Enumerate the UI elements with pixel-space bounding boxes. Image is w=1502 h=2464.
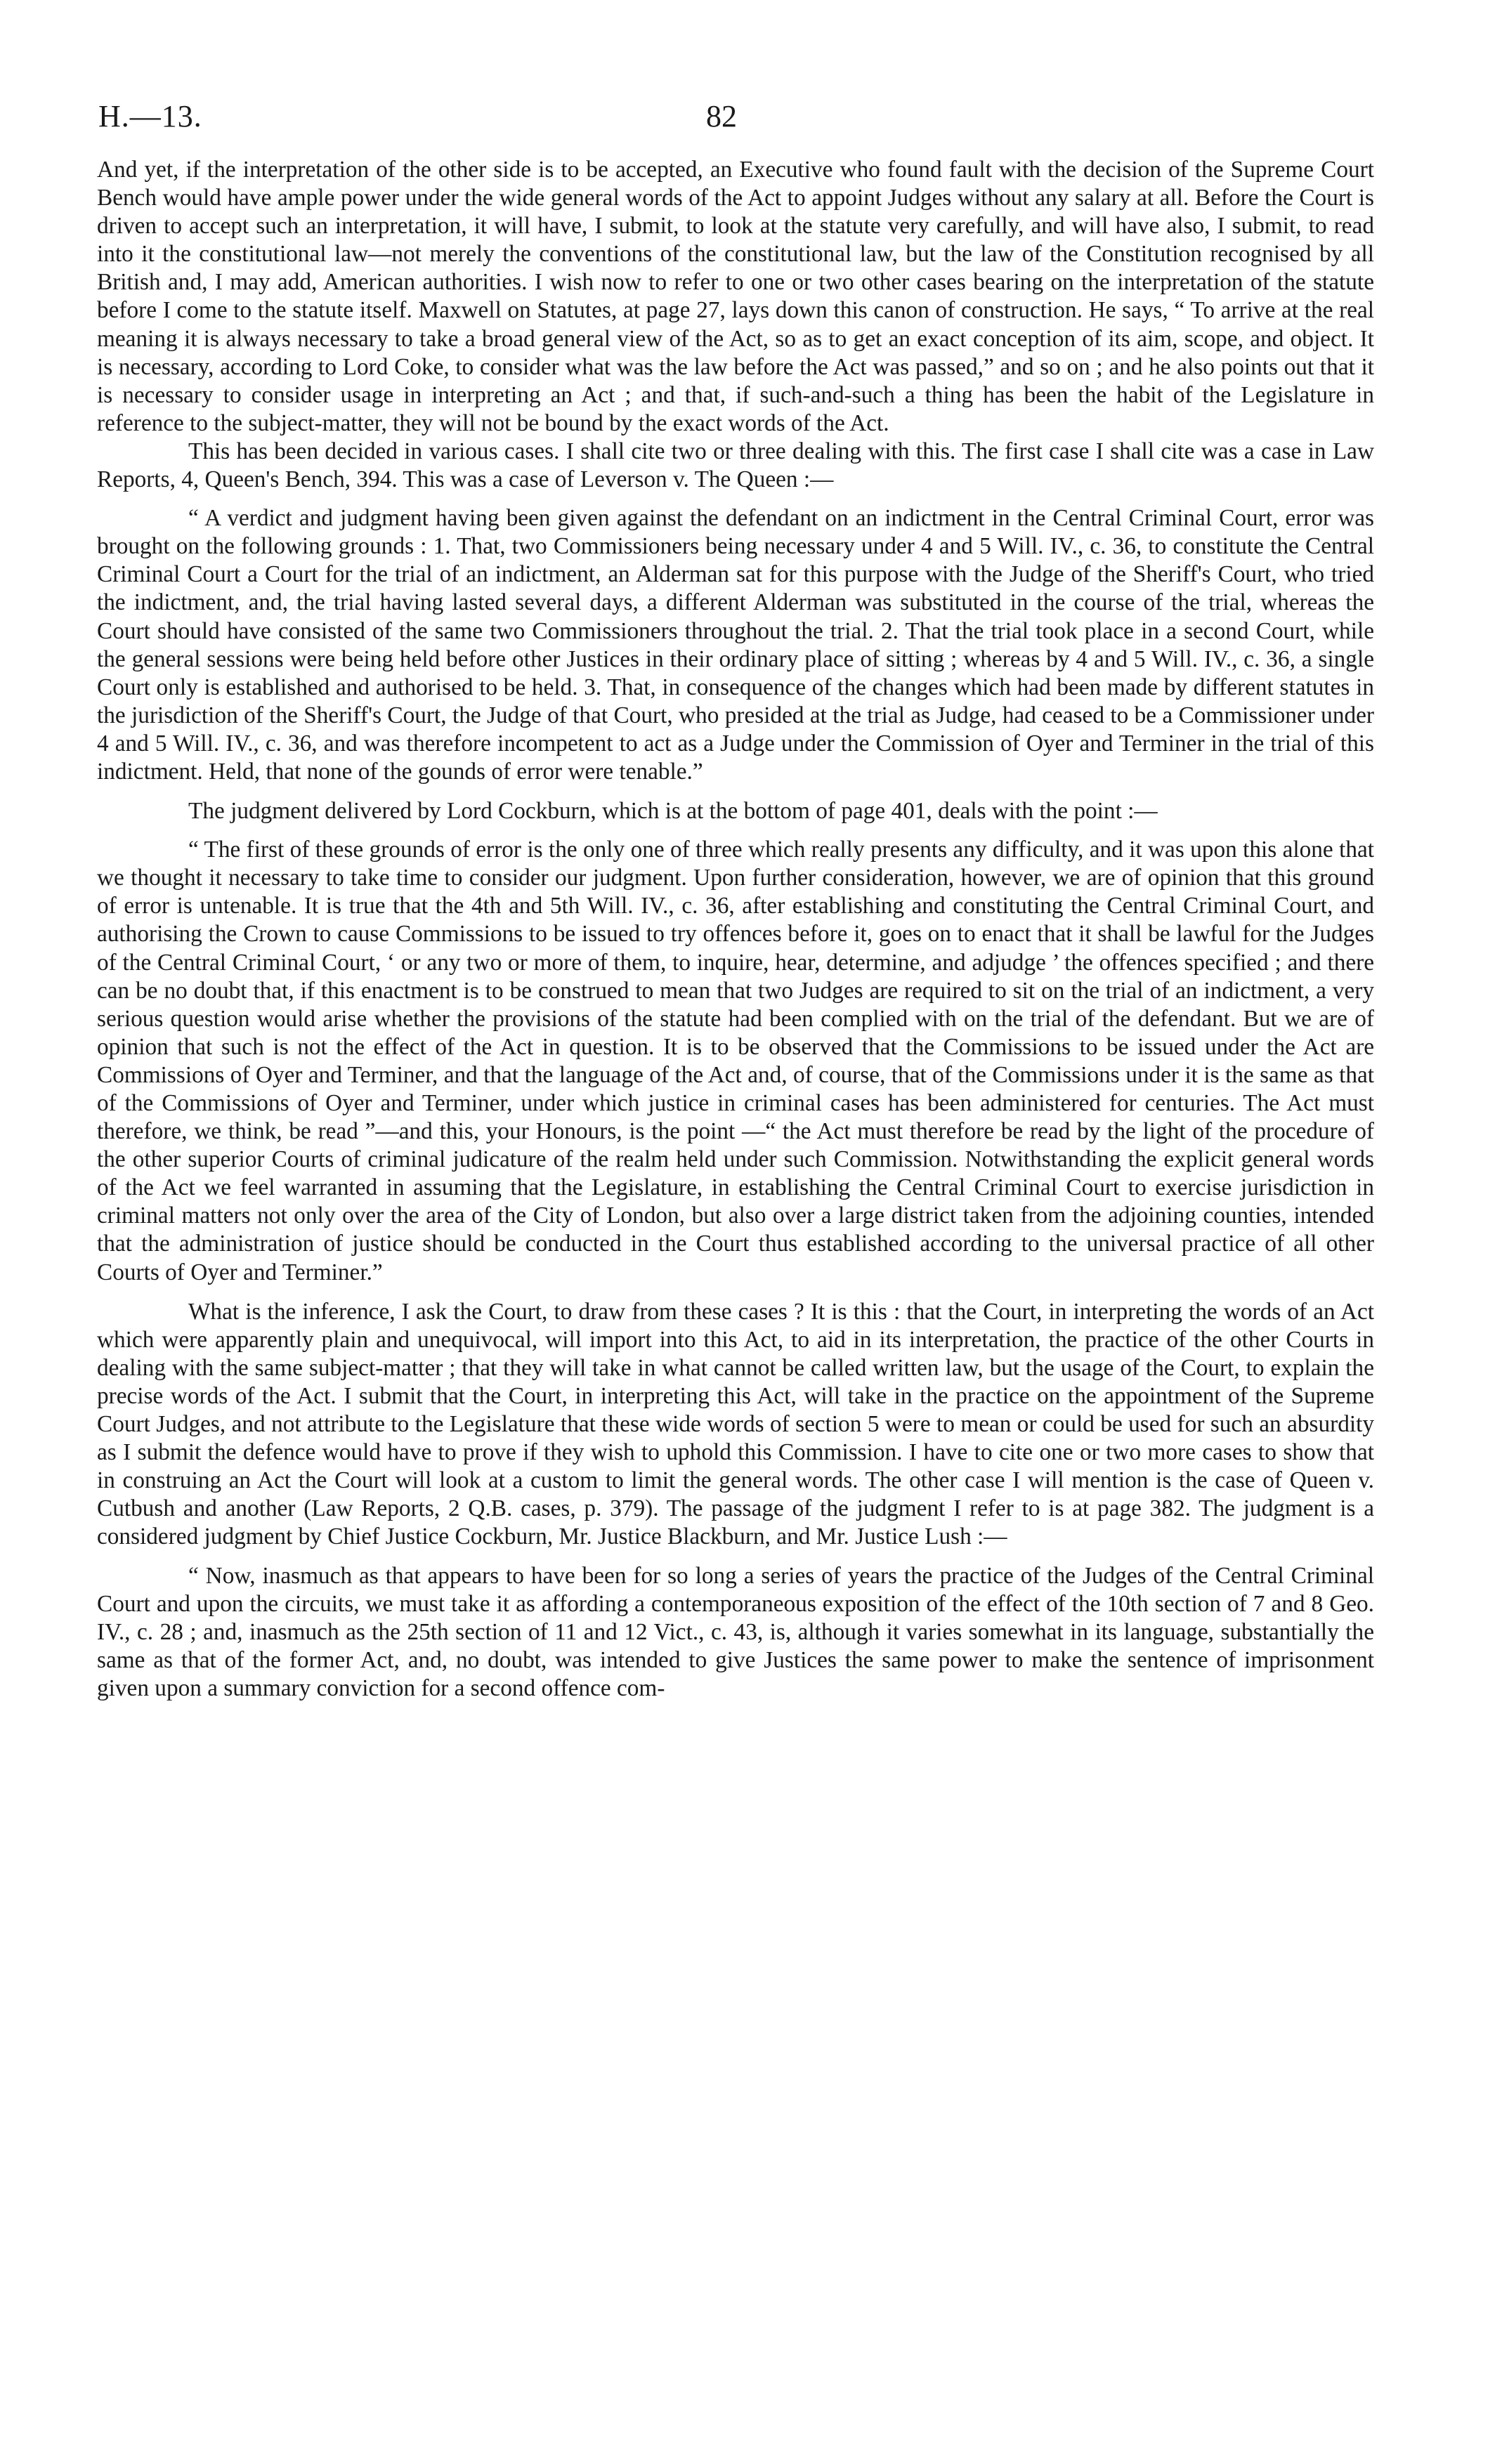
paragraph-cases-intro: This has been decided in various cases. I shall cite two or three dealing with this. The first case I shall cite was a case in Law Reports, 4, Queen's Bench, 394. This was a case of Leverson v. The Queen :—: [97, 438, 1374, 493]
quote-cutbush-judgment: “ Now, inasmuch as that appears to have been for so long a series of years the practice of the Judges of the Central Criminal Court and upon the circuits, we must take it as affording a contemporaneous exposition of the effect of the 10th section of 7 and 8 Geo. IV., c. 28 ; and, inasmuch as the 25th section of 11 and 12 Vict., c. 43, is, although it varies somewhat in its language, substantially the same as that of the former Act, and, no doubt, was intended to give Justices the same power to make the sentence of imprisonment given upon a summary conviction for a second offence com-: [97, 1562, 1374, 1701]
quote-cockburn-judgment: “ The first of these grounds of error is the only one of three which really presents any difficulty, and it was upon this alone that we thought it necessary to take time to consider our judgment. Upon further consideration, however, we are of opinion that this ground of error is untenable. It is true that the 4th and 5th Will. IV., c. 36, after establishing and constituting the Central Criminal Court, and authorising the Crown to cause Commissions to be issued to try offences before it, goes on to enact that it shall be lawful for the Judges of the Central Criminal Court, ‘ or any two or more of them, to inquire, hear, determine, and adjudge ’ the offences specified ; and there can be no doubt that, if this enactment is to be construed to mean that two Judges are required to sit on the trial of an indictment, a very serious question would arise whether the provisions of the statute had been complied with on the trial of the defendant. But we are of opinion that such is not the effect of the Act in question. It is to be observed that the Commissions to be issued under the Act are Commissions of Oyer and Terminer, and that the language of the Act and, of course, that of the Commissions under it is the same as that of the Commissions of Oyer and Terminer, under which justice in criminal cases has been administered for centuries. The Act must therefore, we think, be read ”—and this, your Honours, is the point —“ the Act must therefore be read by the light of the procedure of the other superior Courts of criminal judicature of the realm held under such Commission. Notwithstanding the explicit general words of the Act we feel warranted in assuming that the Legislature, in establishing the Central Criminal Court to exercise jurisdiction in criminal matters not only over the area of the City of London, but also over a large district taken from the adjoining counties, intended that the administration of justice should be conducted in the Court thus established according to the universal practice of all other Courts of Oyer and Terminer.”: [97, 837, 1374, 1285]
paragraph-inference: What is the inference, I ask the Court, to draw from these cases ? It is this : that the Court, in interpreting the words of an Act which were apparently plain and unequivocal, will import into this Act, to aid in its interpretation, the practice of the other Courts in dealing with the same subject-matter ; that they will take in what cannot be called written law, but the usage of the Court, to explain the precise words of the Act. I submit that the Court, in interpreting this Act, will take in the practice on the appointment of the Supreme Court Judges, and not attribute to the Legislature that these wide words of section 5 were to mean or could be used for such an absurdity as I submit the defence would have to prove if they wish to uphold this Commission. I have to cite one or two more cases to show that in construing an Act the Court will look at a custom to limit the general words. The other case I will mention is the case of Queen v. Cutbush and another (Law Reports, 2 Q.B. cases, p. 379). The passage of the judgment I refer to is at page 382. The judgment is a considered judgment by Chief Justice Cockburn, Mr. Justice Blackburn, and Mr. Justice Lush :—: [97, 1298, 1374, 1550]
document-reference: H.—13.: [98, 99, 202, 133]
paragraph-cockburn-judgment: The judgment delivered by Lord Cockburn, which is at the bottom of page 401, deals with the point :—: [188, 798, 1158, 825]
document-body: [97, 156, 1374, 1714]
quote-leverson-case: “ A verdict and judgment having been given against the defendant on an indictment in the Central Criminal Court, error was brought on the following grounds : 1. That, two Commissioners being necessary under 4 and 5 Will. IV., c. 36, to constitute the Central Criminal Court a Court for the trial of an indictment, an Alderman sat for this purpose with the Judge of the Sheriff's Court, who tried the indictment, and, the trial having lasted several days, a different Alderman was substituted in the course of the trial, whereas the Court should have consisted of the same two Commissioners throughout the trial. 2. That the trial took place in a second Court, while the general sessions were being held before other Justices in their ordinary place of sitting ; whereas by 4 and 5 Will. IV., c. 36, a single Court only is established and authorised to be held. 3. That, in consequence of the changes which had been made by different statutes in the jurisdiction of the Sheriff's Court, the Judge of that Court, who presided at the trial as Judge, had ceased to be a Commissioner under 4 and 5 Will. IV., c. 36, and was therefore incompetent to act as a Judge under the Commission of Oyer and Terminer in the trial of this indictment. Held, that none of the gounds of error were tenable.”: [97, 505, 1374, 785]
page-number: 82: [706, 99, 737, 133]
paragraph-opening: And yet, if the interpretation of the other side is to be accepted, an Executive who found fault with the decision of the Supreme Court Bench would have ample power under the wide general words of the Act to appoint Judges without any salary at all. Before the Court is driven to accept such an interpretation, it will have, I submit, to look at the statute very carefully, and will have also, I submit, to read into it the constitutional law—not merely the conventions of the constitutional law, but the law of the Constitution recognised by all British and, I may add, American authorities. I wish now to refer to one or two other cases bearing on the interpretation of the statute before I come to the statute itself. Maxwell on Statutes, at page 27, lays down this canon of construction. He says, “ To arrive at the real meaning it is always necessary to take a broad general view of the Act, so as to get an exact conception of its aim, scope, and object. It is necessary, according to Lord Coke, to consider what was the law before the Act was passed,” and so on ; and he also points out that it is necessary to consider usage in interpreting an Act ; and that, if such-and-such a thing has been the habit of the Legislature in reference to the subject-matter, they will not be bound by the exact words of the Act.: [97, 157, 1374, 436]
